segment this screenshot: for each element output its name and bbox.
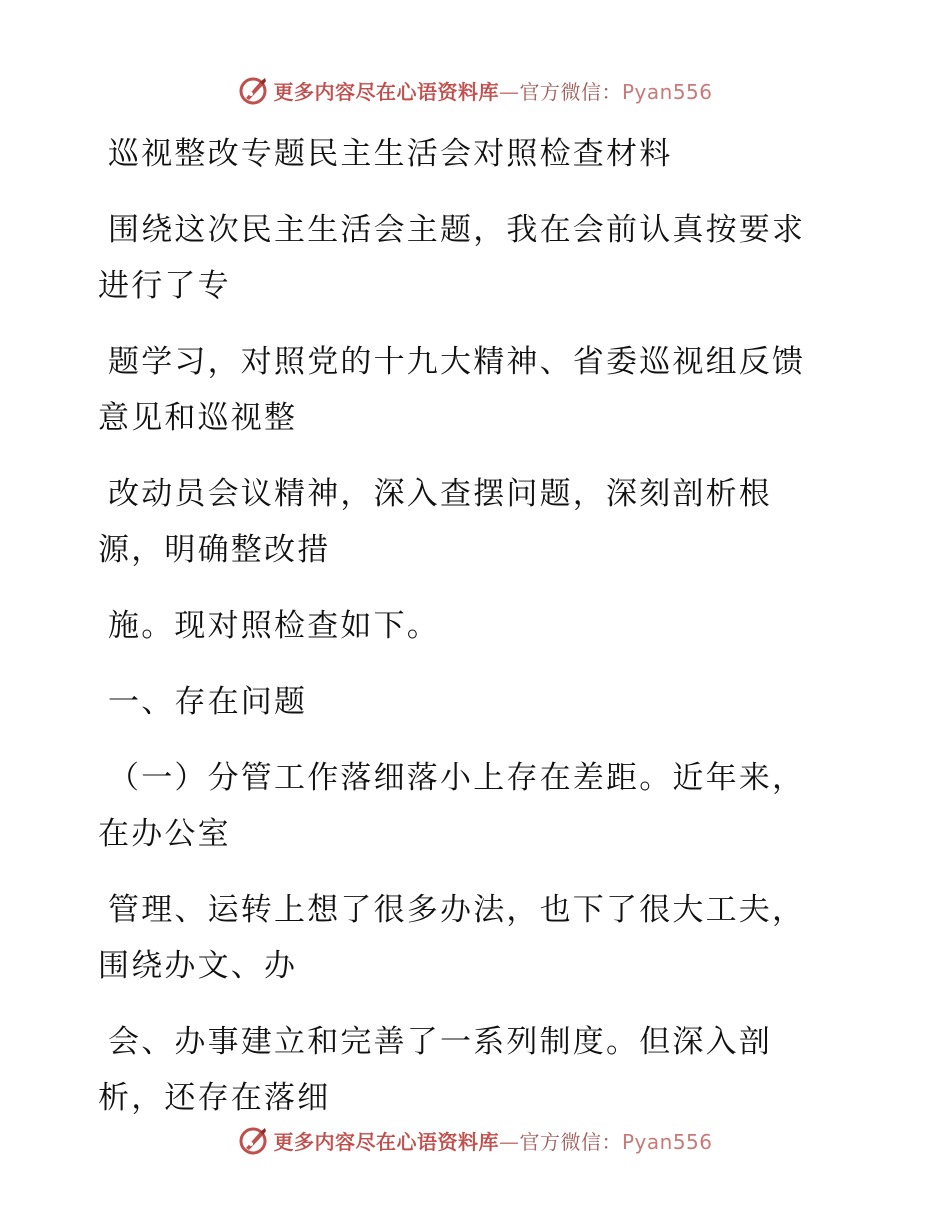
- paragraph-8: [98, 1014, 838, 1126]
- quill-pen-logo-icon: [237, 1124, 269, 1156]
- paragraph-line: 在办公室: [98, 816, 231, 852]
- document-body: [98, 126, 838, 1126]
- quill-pen-logo-icon: [237, 74, 269, 106]
- paragraph-line: （一）分管工作落细落小上存在差距。近年来，: [108, 760, 806, 796]
- banner-text: [273, 1126, 712, 1155]
- paragraph-4: [98, 598, 838, 654]
- document-title: [98, 126, 838, 182]
- section-heading: [98, 674, 838, 730]
- paragraph-line: 围绕这次民主生活会主题，我在会前认真按要求: [108, 212, 806, 248]
- banner-brand: 更多内容尽在心语资料库: [273, 1129, 499, 1154]
- paragraph-3: [98, 466, 838, 578]
- header-banner: [0, 70, 950, 110]
- paragraph-line: 意见和巡视整: [98, 400, 298, 436]
- paragraph-line: 进行了专: [98, 268, 231, 304]
- banner-wechat-id: Pyan556: [621, 79, 713, 104]
- banner-brand: 更多内容尽在心语资料库: [273, 79, 499, 104]
- banner-text: [273, 76, 712, 105]
- banner-dash: —: [498, 1129, 520, 1154]
- banner-dash: —: [498, 79, 520, 104]
- banner-wechat-id: Pyan556: [621, 1129, 713, 1154]
- banner-official-label: 官方微信：: [519, 1129, 622, 1154]
- paragraph-line: 析，还存在落细: [98, 1080, 331, 1116]
- paragraph-line: 管理、运转上想了很多办法，也下了很大工夫，: [108, 892, 806, 928]
- document-title-text: 巡视整改专题民主生活会对照检查材料: [108, 136, 673, 172]
- footer-banner: [0, 1120, 950, 1160]
- paragraph-7: [98, 882, 838, 994]
- paragraph-line: 改动员会议精神，深入查摆问题，深刻剖析根: [108, 476, 772, 512]
- banner-official-label: 官方微信：: [519, 79, 622, 104]
- section-heading-text: 一、存在问题: [108, 684, 308, 720]
- paragraph-1: [98, 202, 838, 314]
- paragraph-6: [98, 750, 838, 862]
- paragraph-line: 会、办事建立和完善了一系列制度。但深入剖: [108, 1024, 772, 1060]
- paragraph-line: 源，明确整改措: [98, 532, 331, 568]
- paragraph-line: 围绕办文、办: [98, 948, 298, 984]
- paragraph-line: 施。现对照检查如下。: [108, 608, 440, 644]
- paragraph-2: [98, 334, 838, 446]
- paragraph-line: 题学习，对照党的十九大精神、省委巡视组反馈: [108, 344, 806, 380]
